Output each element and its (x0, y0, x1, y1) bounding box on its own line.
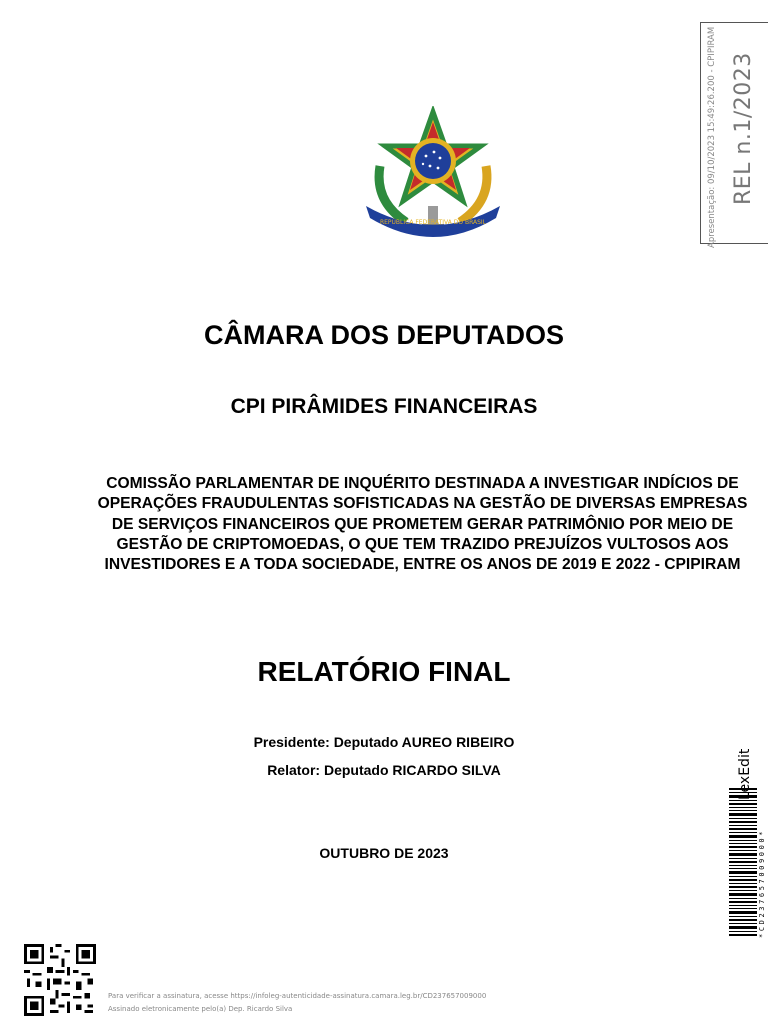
svg-text:REPÚBLICA FEDERATIVA DO BRASIL: REPÚBLICA FEDERATIVA DO BRASIL (379, 219, 487, 226)
barcode-icon (729, 788, 757, 938)
committee-description: COMISSÃO PARLAMENTAR DE INQUÉRITO DESTINADA A INVESTIGAR INDÍCIOS DE OPERAÇÕES FRAUDULENTAS SOFISTICADAS NA GESTÃO DE DIVERSAS EMPRESAS DE SERVIÇOS FINANCEIROS QUE PROMETEM GERAR PATRIMÔNIO POR MEIO DE GESTÃO DE CRIPTOMOEDAS, O QUE TEM TRAZIDO PREJUÍZOS VULTOSOS AOS INVESTIDORES E A TODA SOCIEDADE, ENTRE OS ANOS DE 2019 E 2022 - CPIPIRAM (97, 475, 748, 574)
committee-title: CPI PIRÂMIDES FINANCEIRAS (230, 395, 538, 418)
institution-title: CÂMARA DOS DEPUTADOS (203, 320, 564, 350)
lexedit-label: LexEdit (737, 748, 753, 800)
report-title: RELATÓRIO FINAL (257, 656, 511, 687)
report-date: OUTUBRO DE 2023 (319, 845, 449, 861)
qr-code-icon (24, 944, 96, 1016)
signature-verification-note: Para verificar a assinatura, acesse https://infoleg-autenticidade-assinatura.camara.leg.br/CD237657009000 (108, 992, 487, 1000)
document-code: REL n.1/2023 (731, 52, 756, 205)
presentation-stamp-text: Apresentação: 09/10/2023 15:49:26.200 - CPIPIRAM (707, 26, 717, 248)
barcode-number: *CD237657009000* (758, 828, 766, 938)
rapporteur-line: Relator: Deputado RICARDO SILVA (267, 762, 501, 778)
electronic-signature-note: Assinado eletronicamente pelo(a) Dep. Ricardo Silva (108, 1005, 293, 1013)
president-line: Presidente: Deputado AUREO RIBEIRO (253, 734, 515, 750)
brazil-coat-of-arms-icon (360, 106, 506, 244)
